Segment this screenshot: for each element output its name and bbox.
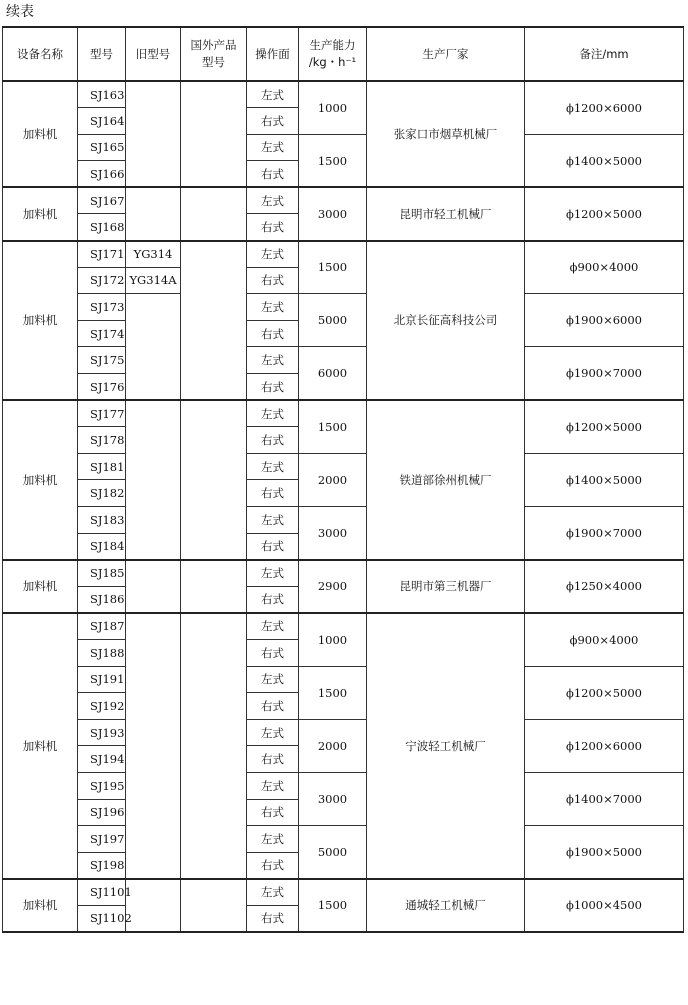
side-cell: 左式 (247, 134, 299, 161)
header-foreign-line1: 国外产品 (190, 38, 237, 52)
old-model-cell (126, 507, 181, 534)
capacity-cell: 1500 (299, 879, 367, 932)
model-cell: SJ175 (78, 347, 126, 374)
model-cell: SJ1102 (78, 905, 126, 932)
note-cell: ϕ1400×5000 (525, 134, 684, 187)
side-cell: 右式 (247, 746, 299, 773)
old-model-cell (126, 320, 181, 347)
old-model-cell (126, 666, 181, 693)
model-cell: SJ176 (78, 374, 126, 401)
side-cell: 左式 (247, 666, 299, 693)
old-model-cell (126, 480, 181, 507)
old-model-cell (126, 453, 181, 480)
old-model-cell (126, 639, 181, 666)
maker-cell: 张家口市烟草机械厂 (367, 81, 525, 187)
maker-cell: 昆明市第三机器厂 (367, 560, 525, 613)
note-cell: ϕ1400×7000 (525, 772, 684, 825)
table-row (3, 879, 684, 906)
side-cell: 左式 (247, 400, 299, 427)
table-row (3, 134, 684, 161)
side-cell: 左式 (247, 560, 299, 587)
old-model-cell (126, 746, 181, 773)
old-model-cell (126, 719, 181, 746)
table-row (3, 719, 684, 746)
table-row (3, 187, 684, 214)
table-row (3, 400, 684, 427)
old-model-cell (126, 905, 181, 932)
side-cell: 右式 (247, 108, 299, 135)
side-cell: 左式 (247, 826, 299, 853)
header-capacity-line2: /kg・h⁻¹ (308, 55, 357, 69)
old-model-cell: YG314 (126, 241, 181, 268)
old-model-cell (126, 879, 181, 906)
note-cell: ϕ1200×6000 (525, 81, 684, 134)
maker-cell: 通城轻工机械厂 (367, 879, 525, 932)
model-cell: SJ198 (78, 852, 126, 879)
capacity-cell: 3000 (299, 187, 367, 240)
maker-cell: 宁波轻工机械厂 (367, 613, 525, 879)
model-cell: SJ194 (78, 746, 126, 773)
note-cell: ϕ1250×4000 (525, 560, 684, 613)
note-cell: ϕ1900×7000 (525, 507, 684, 560)
note-cell: ϕ1200×5000 (525, 400, 684, 453)
side-cell: 左式 (247, 719, 299, 746)
model-cell: SJ193 (78, 719, 126, 746)
model-cell: SJ164 (78, 108, 126, 135)
model-cell: SJ177 (78, 400, 126, 427)
side-cell: 右式 (247, 427, 299, 454)
maker-cell: 昆明市轻工机械厂 (367, 187, 525, 240)
side-cell: 右式 (247, 320, 299, 347)
note-cell: ϕ1000×4500 (525, 879, 684, 932)
side-cell: 右式 (247, 374, 299, 401)
model-cell: SJ163 (78, 81, 126, 108)
model-cell: SJ187 (78, 613, 126, 640)
note-cell: ϕ1900×6000 (525, 294, 684, 347)
old-model-cell: YG314A (126, 267, 181, 294)
model-cell: SJ174 (78, 320, 126, 347)
header-capacity-line1: 生产能力 (309, 38, 356, 52)
table-row (3, 666, 684, 693)
header-model: 型号 (78, 27, 126, 81)
model-cell: SJ185 (78, 560, 126, 587)
model-cell: SJ166 (78, 161, 126, 188)
foreign-model-cell (181, 613, 247, 879)
capacity-cell: 1500 (299, 241, 367, 294)
side-cell: 右式 (247, 693, 299, 720)
table-row (3, 826, 684, 853)
capacity-cell: 1500 (299, 666, 367, 719)
old-model-cell (126, 81, 181, 108)
foreign-model-cell (181, 81, 247, 187)
header-old-model: 旧型号 (126, 27, 181, 81)
note-cell: ϕ1900×7000 (525, 347, 684, 400)
model-cell: SJ188 (78, 639, 126, 666)
table-body (3, 81, 684, 932)
old-model-cell (126, 294, 181, 321)
capacity-cell: 6000 (299, 347, 367, 400)
table-row (3, 81, 684, 108)
equipment-table (2, 26, 684, 933)
old-model-cell (126, 560, 181, 587)
capacity-cell: 1500 (299, 400, 367, 453)
header-capacity (299, 27, 367, 81)
old-model-cell (126, 427, 181, 454)
side-cell: 左式 (247, 187, 299, 214)
header-row (3, 27, 684, 81)
foreign-model-cell (181, 560, 247, 613)
header-foreign-model (181, 27, 247, 81)
old-model-cell (126, 799, 181, 826)
old-model-cell (126, 187, 181, 214)
foreign-model-cell (181, 241, 247, 401)
header-device: 设备名称 (3, 27, 78, 81)
side-cell: 右式 (247, 533, 299, 560)
note-cell: ϕ1900×5000 (525, 826, 684, 879)
side-cell: 右式 (247, 161, 299, 188)
side-cell: 左式 (247, 453, 299, 480)
table-row (3, 453, 684, 480)
side-cell: 左式 (247, 81, 299, 108)
note-cell: ϕ900×4000 (525, 613, 684, 666)
side-cell: 右式 (247, 480, 299, 507)
side-cell: 右式 (247, 639, 299, 666)
maker-cell: 铁道部徐州机械厂 (367, 400, 525, 560)
old-model-cell (126, 613, 181, 640)
model-cell: SJ182 (78, 480, 126, 507)
note-cell: ϕ900×4000 (525, 241, 684, 294)
old-model-cell (126, 134, 181, 161)
table-row (3, 294, 684, 321)
foreign-model-cell (181, 187, 247, 240)
side-cell: 右式 (247, 905, 299, 932)
table-row (3, 560, 684, 587)
table-row (3, 772, 684, 799)
table-row (3, 507, 684, 534)
model-cell: SJ197 (78, 826, 126, 853)
device-name-cell: 加料机 (3, 560, 78, 613)
model-cell: SJ165 (78, 134, 126, 161)
model-cell: SJ184 (78, 533, 126, 560)
header-foreign-line2: 型号 (202, 55, 225, 69)
note-cell: ϕ1200×5000 (525, 666, 684, 719)
old-model-cell (126, 586, 181, 613)
foreign-model-cell (181, 400, 247, 560)
side-cell: 右式 (247, 799, 299, 826)
device-name-cell: 加料机 (3, 81, 78, 187)
model-cell: SJ172 (78, 267, 126, 294)
maker-cell: 北京长征高科技公司 (367, 241, 525, 401)
old-model-cell (126, 374, 181, 401)
capacity-cell: 2000 (299, 719, 367, 772)
capacity-cell: 5000 (299, 826, 367, 879)
capacity-cell: 3000 (299, 507, 367, 560)
model-cell: SJ178 (78, 427, 126, 454)
model-cell: SJ183 (78, 507, 126, 534)
model-cell: SJ195 (78, 772, 126, 799)
model-cell: SJ192 (78, 693, 126, 720)
model-cell: SJ196 (78, 799, 126, 826)
old-model-cell (126, 347, 181, 374)
model-cell: SJ191 (78, 666, 126, 693)
model-cell: SJ181 (78, 453, 126, 480)
side-cell: 左式 (247, 772, 299, 799)
note-cell: ϕ1200×6000 (525, 719, 684, 772)
header-maker: 生产厂家 (367, 27, 525, 81)
device-name-cell: 加料机 (3, 613, 78, 879)
capacity-cell: 5000 (299, 294, 367, 347)
table-row (3, 241, 684, 268)
note-cell: ϕ1200×5000 (525, 187, 684, 240)
old-model-cell (126, 161, 181, 188)
old-model-cell (126, 108, 181, 135)
old-model-cell (126, 400, 181, 427)
table-caption: 续表 (6, 4, 34, 20)
side-cell: 左式 (247, 879, 299, 906)
old-model-cell (126, 533, 181, 560)
side-cell: 右式 (247, 852, 299, 879)
old-model-cell (126, 214, 181, 241)
table-row (3, 613, 684, 640)
model-cell: SJ167 (78, 187, 126, 214)
capacity-cell: 3000 (299, 772, 367, 825)
side-cell: 右式 (247, 267, 299, 294)
side-cell: 左式 (247, 294, 299, 321)
capacity-cell: 1500 (299, 134, 367, 187)
model-cell: SJ171 (78, 241, 126, 268)
side-cell: 右式 (247, 586, 299, 613)
header-side: 操作面 (247, 27, 299, 81)
foreign-model-cell (181, 879, 247, 932)
header-note: 备注/mm (525, 27, 684, 81)
capacity-cell: 1000 (299, 81, 367, 134)
device-name-cell: 加料机 (3, 879, 78, 932)
old-model-cell (126, 772, 181, 799)
old-model-cell (126, 826, 181, 853)
device-name-cell: 加料机 (3, 187, 78, 240)
note-cell: ϕ1400×5000 (525, 453, 684, 506)
table-row (3, 347, 684, 374)
side-cell: 右式 (247, 214, 299, 241)
model-cell: SJ173 (78, 294, 126, 321)
side-cell: 左式 (247, 613, 299, 640)
side-cell: 左式 (247, 241, 299, 268)
old-model-cell (126, 852, 181, 879)
model-cell: SJ1101 (78, 879, 126, 906)
model-cell: SJ186 (78, 586, 126, 613)
model-cell: SJ168 (78, 214, 126, 241)
capacity-cell: 2900 (299, 560, 367, 613)
device-name-cell: 加料机 (3, 400, 78, 560)
side-cell: 左式 (247, 507, 299, 534)
old-model-cell (126, 693, 181, 720)
side-cell: 左式 (247, 347, 299, 374)
capacity-cell: 2000 (299, 453, 367, 506)
capacity-cell: 1000 (299, 613, 367, 666)
device-name-cell: 加料机 (3, 241, 78, 401)
